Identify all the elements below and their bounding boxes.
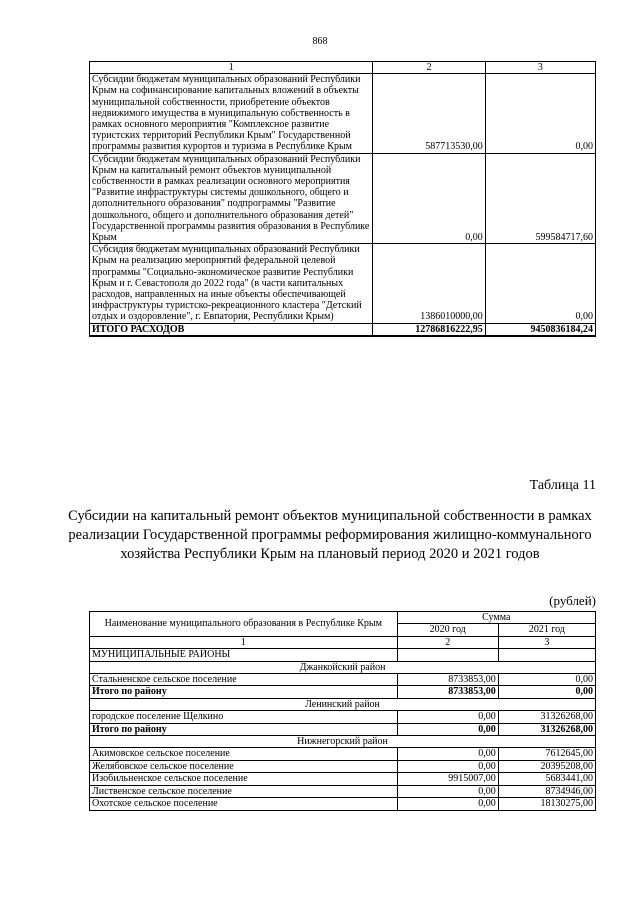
value-2021: 7612645,00 [498, 748, 595, 760]
row-value-2020: 1386010000,00 [373, 244, 485, 323]
table-header-row [90, 62, 596, 74]
col-number-2: 2 [397, 636, 498, 648]
table-row [90, 785, 596, 797]
col-header-2: 2 [373, 62, 485, 74]
total-value-2021: 9450836184,24 [485, 323, 595, 336]
table-row [90, 153, 596, 244]
col-header-name: Наименование муниципального образования в Республике Крым [90, 612, 398, 637]
value-2021: 18130275,00 [498, 798, 595, 810]
row-value-2021: 0,00 [485, 244, 595, 323]
section-label: МУНИЦИПАЛЬНЫЕ РАЙОНЫ [90, 649, 398, 661]
settlement-name: Охотское сельское поселение [90, 798, 398, 810]
row-value-2021: 0,00 [485, 74, 595, 153]
col-header-1: 1 [90, 62, 373, 74]
value-2020: 0,00 [397, 798, 498, 810]
value-2021: 0,00 [498, 674, 595, 686]
page-number: 868 [312, 36, 328, 47]
district-row [90, 661, 596, 673]
value-2021: 31326268,00 [498, 711, 595, 723]
units-label: (рублей) [549, 593, 596, 608]
row-description: Субсидии бюджетам муниципальных образований Республики Крым на софинансирование капитальных вложений в объекты муниципальной собственности, приобретение объектов недвижимого имущества в муниципальную собственность в рамках основного мероприятия "Комплексное развитие туристских территорий Республики Крым" Государственной программы развития курортов и туризма в Республике Крым [90, 74, 373, 153]
value-2020: 0,00 [397, 785, 498, 797]
table-row [90, 74, 596, 153]
value-2021: 8734946,00 [498, 785, 595, 797]
settlement-name: Стальненское сельское поселение [90, 674, 398, 686]
district-total-label: Итого по району [90, 723, 398, 735]
col-header-year-2020: 2020 год [397, 624, 498, 636]
col-number-1: 1 [90, 636, 398, 648]
district-total-2020: 8733853,00 [397, 686, 498, 698]
total-label: ИТОГО РАСХОДОВ [90, 323, 373, 336]
value-2020: 0,00 [397, 748, 498, 760]
row-value-2020: 587713530,00 [373, 74, 485, 153]
col-number-3: 3 [498, 636, 595, 648]
subsidies-table [89, 611, 596, 811]
col-header-year-2021: 2021 год [498, 624, 595, 636]
table-header-row [90, 612, 596, 624]
table-row [90, 674, 596, 686]
table-row [90, 244, 596, 323]
expenses-table [89, 61, 596, 337]
row-description: Субсидия бюджетам муниципальных образований Республики Крым на реализацию мероприятий федеральной целевой программы "Социально-экономическое развитие Республики Крым и г. Севастополя до 2022 года" (в части капитальных расходов, направленных на иные объекты обеспечивающей инфраструктуры туристско-рекреационного кластера "Детский отдых и оздоровление", г. Евпатория, Республики Крым) [90, 244, 373, 323]
table-row [90, 798, 596, 810]
district-total-row [90, 723, 596, 735]
district-total-row [90, 686, 596, 698]
col-header-sum: Сумма [397, 612, 595, 624]
district-row [90, 736, 596, 748]
district-total-2021: 31326268,00 [498, 723, 595, 735]
row-value-2021: 599584717,60 [485, 153, 595, 244]
total-value-2020: 12786816222,95 [373, 323, 485, 336]
table-row [90, 711, 596, 723]
value-2020: 8733853,00 [397, 674, 498, 686]
value-2021: 20395208,00 [498, 760, 595, 772]
settlement-name: Лиственское сельское поселение [90, 785, 398, 797]
value-2021: 5683441,00 [498, 773, 595, 785]
value-2020: 0,00 [397, 760, 498, 772]
section-row [90, 649, 596, 661]
table-title: Субсидии на капитальный ремонт объектов муниципальной собственности в рамках реализации Государственной программы реформирования жилищно-коммунального хозяйства Республики Крым на плановый период 2020 и 2021 годов [68, 508, 592, 562]
value-2020: 9915007,00 [397, 773, 498, 785]
table-row [90, 748, 596, 760]
district-total-label: Итого по району [90, 686, 398, 698]
total-row [90, 323, 596, 336]
district-total-2021: 0,00 [498, 686, 595, 698]
row-description: Субсидии бюджетам муниципальных образований Республики Крым на капитальный ремонт объектов муниципальной собственности в рамках реализации основного мероприятия "Развитие инфраструктуры системы дошкольного, общего и дополнительного образования" подпрограммы "Развитие дошкольного, общего и дополнительного образования детей" Государственной программы развития образования в Республике Крым [90, 153, 373, 244]
district-name: Ленинский район [90, 698, 596, 710]
district-name: Нижнегорский район [90, 736, 596, 748]
settlement-name: Желябовское сельское поселение [90, 760, 398, 772]
district-row [90, 698, 596, 710]
district-name: Джанкойский район [90, 661, 596, 673]
table-row [90, 773, 596, 785]
value-2020: 0,00 [397, 711, 498, 723]
district-total-2020: 0,00 [397, 723, 498, 735]
table-row [90, 760, 596, 772]
table-caption: Таблица 11 [529, 478, 596, 493]
settlement-name: Акимовское сельское поселение [90, 748, 398, 760]
settlement-name: Изобильненское сельское поселение [90, 773, 398, 785]
table-number-row [90, 636, 596, 648]
col-header-3: 3 [485, 62, 595, 74]
row-value-2020: 0,00 [373, 153, 485, 244]
settlement-name: городское поселение Щелкино [90, 711, 398, 723]
